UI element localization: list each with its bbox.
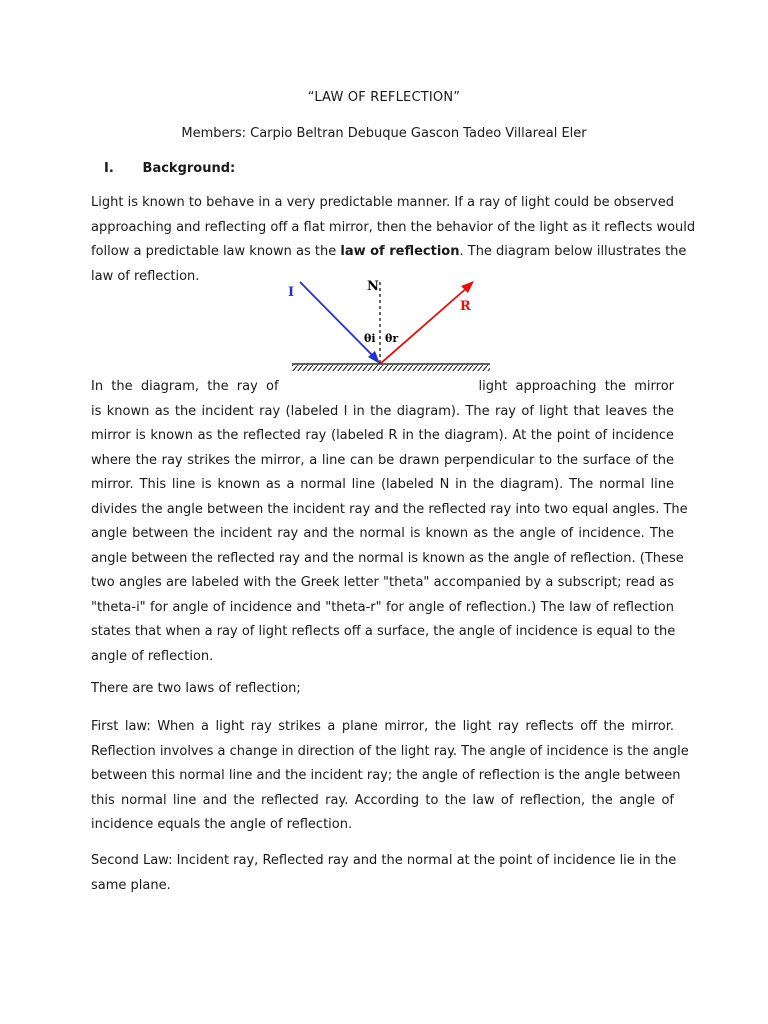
text-line: angle between the reflected ray and the normal is known as the angle of reflection. (These: [91, 550, 684, 566]
theta-r-label: θr: [385, 332, 399, 345]
mirror-hatching: [292, 365, 490, 371]
text-line: Second Law: Incident ray, Reflected ray and the normal at the point of incidence lie in the: [91, 853, 677, 868]
reflected-label: R: [460, 299, 471, 314]
text-line: approaching and reflecting off a flat mirror, then the behavior of the light as it reflects would: [91, 219, 696, 235]
section-heading: [104, 161, 235, 176]
text-line: states that when a ray of light reflects off a surface, the angle of incidence is equal to the: [91, 624, 676, 639]
text-line: two angles are labeled with the Greek letter "theta" accompanied by a subscript; read as: [91, 575, 674, 590]
text-line: law of reflection.: [91, 268, 200, 284]
reflected-ray: [380, 286, 469, 364]
text-line: is known as the incident ray (labeled I in the diagram). The ray of light that leaves the: [91, 403, 674, 419]
law-of-reflection-term: law of reflection: [340, 244, 460, 259]
reflection-diagram: [282, 276, 492, 378]
text-line: mirror is known as the reflected ray (labeled R in the diagram). At the point of incidence: [91, 428, 674, 443]
normal-label: N: [367, 279, 379, 294]
text-span: light approaching the mirror: [478, 379, 674, 394]
document-title: “LAW OF REFLECTION”: [307, 90, 461, 105]
text-line: First law: When a light ray strikes a plane mirror, the light ray reflects off the mirror.: [91, 719, 674, 734]
text-span: follow a predictable law known as the: [91, 244, 341, 259]
text-span: In the diagram, the ray of: [91, 379, 279, 394]
incident-ray: [300, 282, 377, 360]
section-title: Background:: [142, 161, 236, 176]
text-line: divides the angle between the incident ray and the reflected ray into two equal angles. The: [91, 501, 688, 517]
text-line: incidence equals the angle of reflection.: [91, 817, 353, 832]
text-line: Reflection involves a change in direction of the light ray. The angle of incidence is the angle: [91, 743, 689, 759]
text-span: . The diagram below illustrates the: [459, 244, 687, 259]
text-line: [91, 240, 687, 265]
paragraph-intro: [91, 191, 696, 289]
text-line: angle of reflection.: [91, 648, 214, 664]
section-number: I.: [104, 161, 114, 176]
paragraph-first-law: [91, 715, 689, 838]
paragraph-second-law: [91, 849, 677, 898]
text-line: Light is known to behave in a very predictable manner. If a ray of light could be observed: [91, 195, 674, 210]
paragraph-two-laws: [91, 677, 674, 702]
text-line: where the ray strikes the mirror, a line can be drawn perpendicular to the surface of the: [91, 452, 674, 468]
text-line: mirror. This line is known as a normal line (labeled N in the diagram). The normal line: [91, 477, 674, 492]
text-line: angle between the incident ray and the normal is known as the angle of incidence. The: [91, 526, 674, 541]
text-line: same plane.: [91, 877, 171, 893]
text-line: [91, 375, 674, 400]
incident-label: I: [288, 285, 295, 300]
paragraph-diagram-explanation: [91, 375, 688, 669]
text-line: this normal line and the reflected ray. According to the law of reflection, the angle of: [91, 792, 674, 808]
text-line: between this normal line and the incident ray; the angle of reflection is the angle between: [91, 768, 681, 783]
theta-i-label: θi: [364, 332, 376, 345]
members-line: Members: Carpio Beltran Debuque Gascon Tadeo Villareal Eler: [181, 126, 587, 141]
text-line: There are two laws of reflection;: [91, 681, 301, 696]
text-line: "theta-i" for angle of incidence and "theta-r" for angle of reflection.) The law of reflection: [91, 599, 674, 615]
